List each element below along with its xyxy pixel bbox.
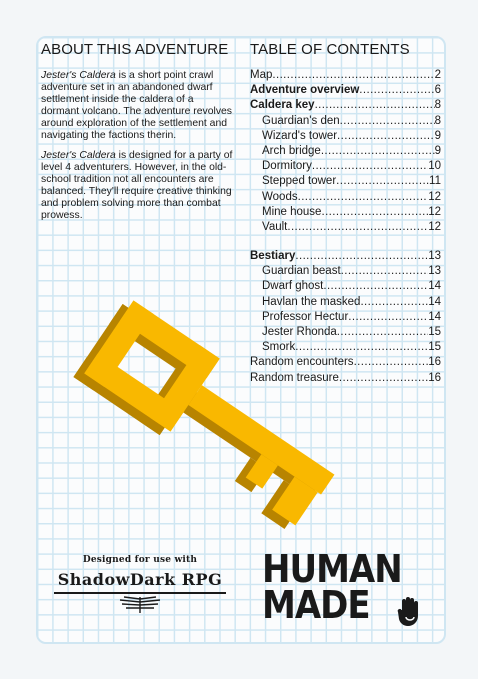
toc-entry	[250, 190, 441, 205]
toc-leader-dots	[337, 129, 435, 144]
designed-for-text: Designed for use with	[82, 555, 198, 565]
toc-leader-dots	[321, 144, 435, 159]
system-logo: ShadowDark RPG	[57, 570, 223, 589]
toc-entry-page: 12	[428, 205, 441, 218]
toc-entry-label: Adventure overview	[250, 84, 360, 97]
toc-entry-page: 13	[428, 265, 441, 278]
human-made-badge	[262, 547, 432, 629]
toc-entry-page: 12	[428, 190, 441, 203]
about-text-2: is designed for a party of level 4 adventurers. However, in the old-school tradition not all encounters are balanced. They'll require creative thinking and problem solving more than combat prowess.	[41, 149, 233, 222]
toc-entry-label: Mine house	[262, 205, 322, 218]
toc-entry	[250, 249, 441, 264]
toc-entry-label: Guardian beast	[262, 265, 341, 278]
toc-entry-label: Vault	[262, 220, 288, 233]
toc-leader-dots	[287, 220, 428, 235]
adventure-title: Jester's Caldera	[41, 149, 116, 161]
human-made-line-1: HUMAN	[262, 547, 402, 593]
toc-entry-page: 2	[434, 69, 441, 81]
toc-entry-label: Guardian's den	[262, 114, 340, 127]
toc-entry-page: 8	[434, 99, 441, 112]
toc-entry-label: Map	[250, 69, 273, 81]
toc-entry-page: 14	[428, 280, 441, 293]
toc-entry-page: 16	[428, 356, 441, 369]
toc-entry	[250, 129, 441, 144]
toc-entry-label: Bestiary	[250, 250, 296, 263]
toc-entry-label: Professor Hectur	[262, 310, 349, 323]
toc-leader-dots	[312, 159, 428, 174]
toc-leader-dots	[298, 190, 429, 205]
toc-entry-label: Caldera key	[250, 99, 315, 112]
pixel-key-icon	[60, 282, 372, 532]
system-credit	[50, 555, 230, 614]
toc-entry-label: Havlan the masked	[262, 295, 361, 308]
toc-entry	[250, 68, 441, 83]
toc-entry	[250, 220, 441, 235]
about-paragraph-2	[41, 150, 233, 223]
toc-entry-label: Random encounters	[250, 356, 354, 369]
toc-leader-dots	[315, 98, 435, 113]
about-paragraph-1	[41, 70, 233, 143]
toc-leader-dots	[340, 114, 435, 129]
adventure-title: Jester's Caldera	[41, 70, 116, 81]
toc-leader-dots	[336, 174, 429, 189]
toc-entry	[250, 264, 441, 279]
toc-entry	[250, 159, 441, 174]
toc-entry	[250, 144, 441, 159]
toc-entry-page: 14	[428, 295, 441, 308]
toc-entry-page: 8	[434, 114, 441, 127]
toc-entry	[250, 114, 441, 129]
toc-leader-dots	[295, 249, 428, 264]
toc-entry-label: Dwarf ghost	[262, 280, 324, 293]
toc-entry-page: 15	[428, 341, 441, 354]
toc-entry	[250, 205, 441, 220]
toc-entry-label: Dormitory	[262, 160, 312, 173]
toc-entry-page: 6	[434, 84, 441, 97]
about-section	[41, 70, 233, 229]
credit-divider	[54, 592, 226, 594]
about-text-1: is a short point crawl adventure set in an abandoned dwarf settlement inside the caldera of a dormant volcano. The adventure revolves around exploration of the settlement and navigating the factions therin.	[41, 70, 232, 142]
toc-entry-page: 12	[428, 220, 441, 233]
toc-entry-page: 11	[429, 175, 441, 188]
toc-entry	[250, 174, 441, 189]
raised-hand-icon	[397, 596, 423, 628]
toc-entry-label: Stepped tower	[262, 175, 337, 188]
human-made-line-2: MADE	[262, 583, 370, 629]
toc-entry-label: Wizard's tower	[262, 129, 338, 142]
toc-leader-dots	[272, 68, 434, 83]
toc-leader-dots	[341, 264, 429, 279]
toc-entry-page: 15	[428, 326, 441, 338]
toc-entry-label: Woods	[262, 190, 298, 203]
toc-entry-page: 13	[428, 250, 441, 263]
toc-entry-page: 9	[434, 144, 441, 157]
toc-entry-label: Arch bridge	[262, 144, 321, 157]
toc-entry	[250, 83, 441, 98]
toc-heading: TABLE OF CONTENTS	[250, 41, 410, 58]
feather-flourish-icon	[100, 596, 180, 614]
toc-entry-page: 10	[428, 160, 441, 173]
toc-entry-page: 16	[428, 371, 441, 384]
toc-entry-label: Smork	[262, 341, 296, 354]
about-heading: ABOUT THIS ADVENTURE	[41, 41, 229, 58]
toc-entry-label: Jester Rhonda	[262, 326, 337, 338]
toc-entry-page: 9	[434, 129, 441, 142]
toc-entry	[250, 98, 441, 113]
toc-entry-label: Random treasure	[250, 371, 339, 384]
toc-entry-page: 14	[428, 310, 441, 323]
toc-leader-dots	[321, 205, 428, 220]
toc-leader-dots	[359, 83, 434, 98]
